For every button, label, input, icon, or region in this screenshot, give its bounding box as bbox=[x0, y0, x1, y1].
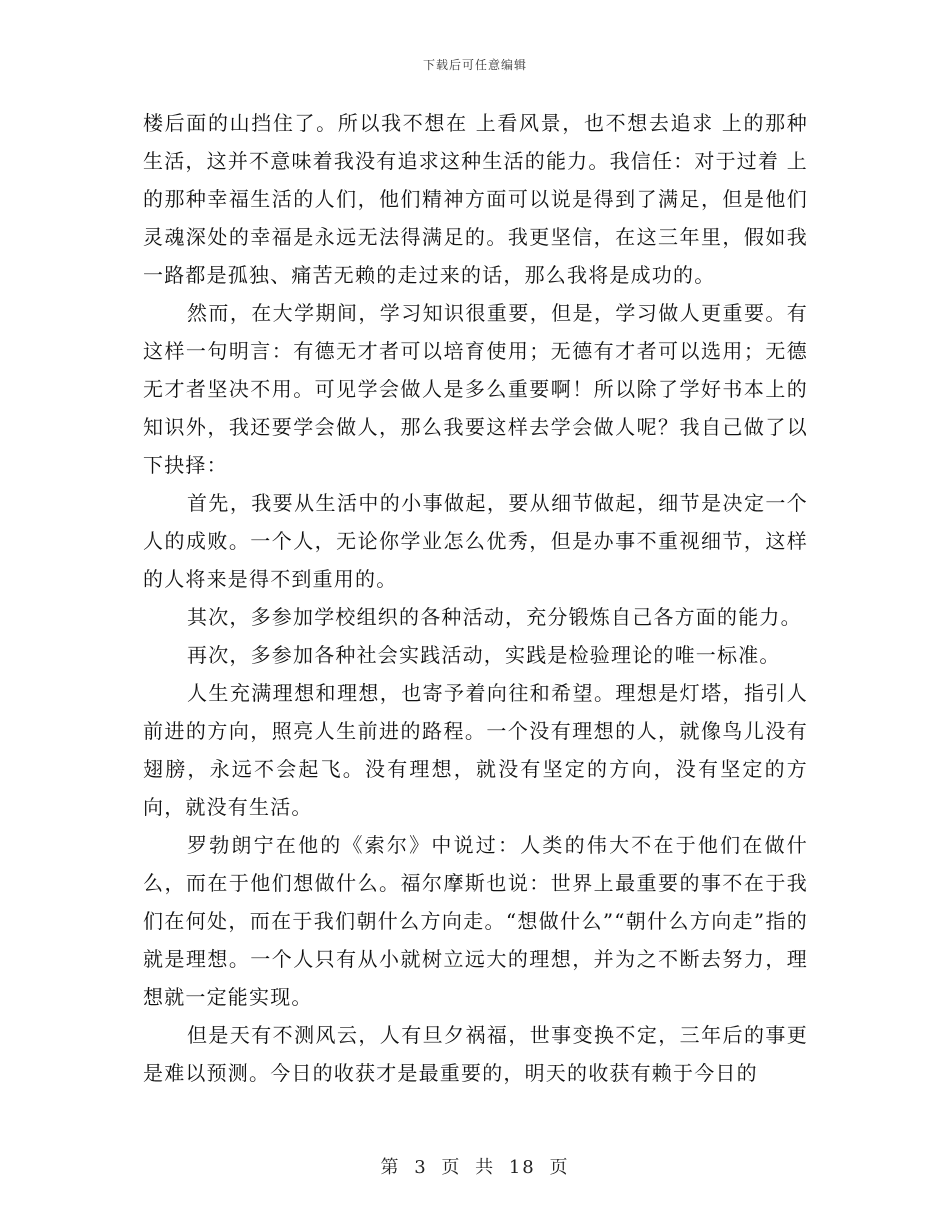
paragraph: 人生充满理想和理想，也寄予着向往和希望。理想是灯塔，指引人前进的方向，照亮人生前进的路程。一个没有理想的人，就像鸟儿没有翅膀，永远不会起飞。没有理想，就没有坚定的方向，没有坚定的方向，就没有生活。 bbox=[143, 681, 808, 819]
paragraph: 首先，我要从生活中的小事做起，要从细节做起，细节是决定一个人的成败。一个人，无论你学业怎么优秀，但是办事不重视细节，这样的人将来是得不到重用的。 bbox=[143, 491, 808, 591]
paragraph: 然而，在大学期间，学习知识很重要，但是，学习做人更重要。有这样一句明言：有德无才者可以培育使用；无德有才者可以选用；无德无才者坚决不用。可见学会做人是多么重要啊！所以除了学好书本上的知识外，我还要学会做人，那么我要这样去学会做人呢？我自己做了以下抉择： bbox=[143, 301, 808, 477]
page-header: 下载后可任意编辑 bbox=[422, 58, 527, 72]
page-footer: 第 3 页 共 18 页 bbox=[380, 1157, 570, 1178]
paragraph: 再次，多参加各种社会实践活动，实践是检验理论的唯一标准。 bbox=[187, 643, 781, 667]
paragraph: 罗勃朗宁在他的《索尔》中说过：人类的伟大不在于他们在做什么，而在于他们想做什么。福尔摩斯也说：世界上最重要的事不在于我们在何处，而在于我们朝什么方向走。“想做什么”“朝什么方向走”指的就是理想。一个人只有从小就树立远大的理想，并为之不断去努力，理想就一定能实现。 bbox=[143, 833, 808, 1009]
paragraph: 楼后面的山挡住了。所以我不想在 上看风景，也不想去追求 上的那种生活，这并不意味着我没有追求这种生活的能力。我信任：对于过着 上的那种幸福生活的人们，他们精神方面可以说是得到了满足，但是他们灵魂深处的幸福是永远无法得满足的。我更坚信，在这三年里，假如我一路都是孤独、痛苦无赖的走过来的话，那么我将是成功的。 bbox=[143, 111, 808, 287]
paragraph: 其次，多参加学校组织的各种活动，充分锻炼自己各方面的能力。 bbox=[187, 605, 802, 629]
paragraph: 但是天有不测风云，人有旦夕祸福，世事变换不定，三年后的事更是难以预测。今日的收获才是最重要的，明天的收获有赖于今日的 bbox=[143, 1023, 808, 1085]
body-text bbox=[143, 104, 808, 1092]
